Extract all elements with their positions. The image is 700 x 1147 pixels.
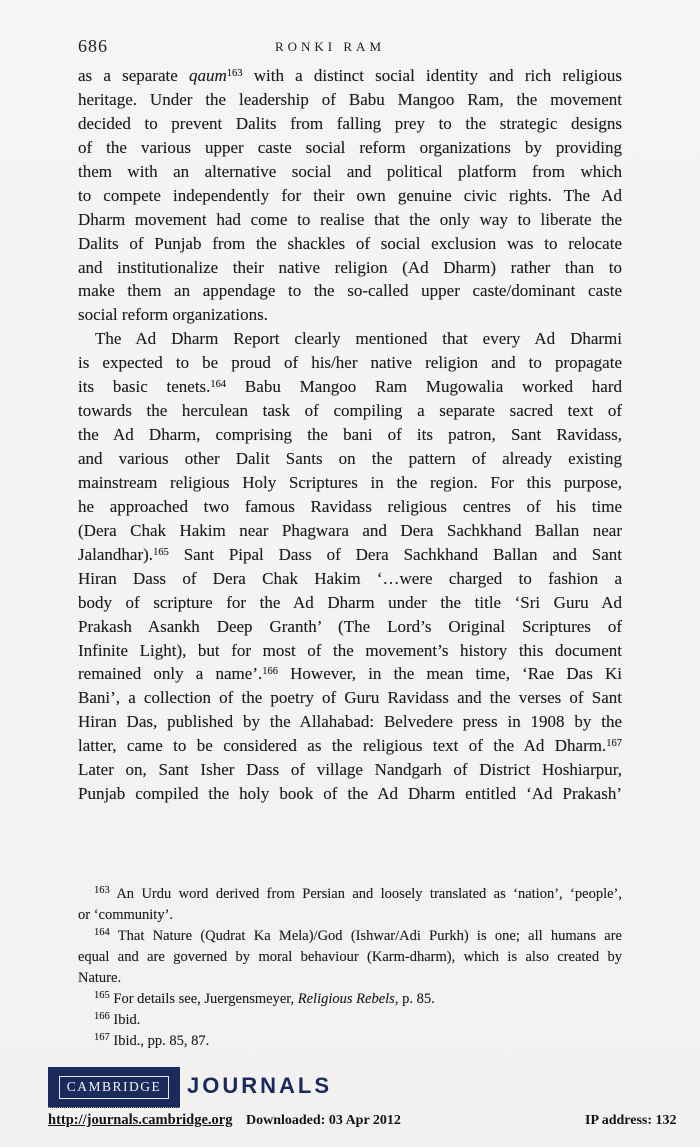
download-footer bbox=[48, 1112, 700, 1134]
body-line: Hiran Dass of Dera Chak Hakim ‘…were charged to fashion a bbox=[78, 568, 622, 588]
body-line: them with an alternative social and political platform from which bbox=[78, 161, 622, 181]
body-line: Dalits of Punjab from the shackles of social exclusion was to relocate bbox=[78, 233, 622, 253]
body-line: is expected to be proud of his/her native religion and to propagate bbox=[78, 353, 622, 373]
footnote-line: Nature. bbox=[78, 970, 122, 986]
downloaded-date: Downloaded: 03 Apr 2012 bbox=[246, 1113, 401, 1128]
body-line: its basic tenets.$^{164}$ Babu Mangoo Ram Mugowalia worked hard bbox=[78, 377, 622, 397]
body-line: heritage. Under the leadership of Babu Mangoo Ram, the movement bbox=[78, 89, 622, 109]
cambridge-logo-label: CAMBRIDGE bbox=[59, 1076, 170, 1099]
footnote-line: or ‘community’. bbox=[78, 907, 174, 923]
body-line: Infinite Light), but for most of the movement’s history this document bbox=[78, 640, 622, 660]
body-line: of the various upper caste social reform organizations by providing bbox=[78, 137, 622, 157]
body-line: and various other Dalit Sants on the pattern of already existing bbox=[78, 449, 622, 468]
journals-wordmark: JOURNALS bbox=[187, 1073, 333, 1098]
page-number: 686 bbox=[78, 36, 108, 56]
body-line: latter, came to be considered as the religious text of the Ad Dharm.$^{167}$ bbox=[78, 736, 622, 756]
body-line: he approached two famous Ravidass religious centres of his time bbox=[78, 496, 622, 516]
body-line: Hiran Das, published by the Allahabad: Belvedere press in 1908 by the bbox=[78, 712, 622, 732]
body-line: Jalandhar).$^{165}$ Sant Pipal Dass of Dera Sachkhand Ballan and Sant bbox=[78, 544, 622, 564]
body-line: Later on, Sant Isher Dass of village Nandgarh of District Hoshiarpur, bbox=[78, 760, 622, 780]
journals-url-link[interactable]: http://journals.cambridge.org bbox=[48, 1112, 233, 1128]
footnote-line: $^{164}$ That Nature (Qudrat Ka Mela)/God (Ishwar/Adi Purkh) is one; all humans are bbox=[94, 927, 622, 944]
footnote-item bbox=[78, 926, 622, 989]
page-header bbox=[78, 36, 622, 56]
body-line: remained only a name’.$^{166}$ However, in the mean time, ‘Rae Das Ki bbox=[78, 664, 622, 684]
body-line: body of scripture for the Ad Dharm under the title ‘Sri Guru Ad bbox=[78, 592, 622, 612]
body-line: Prakash Asankh Deep Granth’ (The Lord’s Original Scriptures of bbox=[78, 616, 622, 636]
footnote-line: $^{165}$ For details see, Juergensmeyer, Religious Rebels, p. 85. bbox=[94, 990, 435, 1007]
body-line: as a separate qaum$^{163}$ with a distinct social identity and rich religious bbox=[78, 66, 623, 85]
footnote-marker: 166 bbox=[94, 1011, 110, 1022]
body-line: mainstream religious Holy Scriptures in the region. For this purpose, bbox=[78, 472, 622, 492]
body-line: make them an appendage to the so-called upper caste/dominant caste bbox=[78, 281, 622, 301]
body-line: Bani’, a collection of the poetry of Guru Ravidass and the verses of Sant bbox=[78, 688, 622, 708]
footnote-marker: 164 bbox=[94, 927, 110, 938]
footnote-item bbox=[78, 1031, 622, 1052]
footnote-line: equal and are governed by moral behaviour (Karm-dharm), which is also created by bbox=[78, 949, 622, 965]
body-paragraph bbox=[78, 64, 622, 327]
body-line: (Dera Chak Hakim near Phagwara and Dera Sachkhand Ballan near bbox=[78, 520, 622, 540]
body-line: The Ad Dharm Report clearly mentioned that every Ad Dharmi bbox=[95, 329, 622, 349]
ip-address: IP address: 132 bbox=[585, 1113, 677, 1128]
footnotes bbox=[78, 884, 622, 1052]
footnote-item bbox=[78, 884, 622, 926]
body-text bbox=[78, 64, 622, 806]
footnote-marker: 165 bbox=[94, 990, 110, 1001]
footnote-line: $^{166}$ Ibid. bbox=[94, 1011, 141, 1028]
body-line: the Ad Dharm, comprising the bani of its patron, Sant Ravidass, bbox=[78, 425, 622, 445]
footnote-marker: 167 bbox=[94, 1032, 110, 1043]
body-paragraph bbox=[78, 327, 622, 806]
body-line: and institutionalize their native religion (Ad Dharm) rather than to bbox=[78, 257, 622, 277]
body-line: to compete independently for their own genuine civic rights. The Ad bbox=[78, 185, 622, 205]
footnote-item bbox=[78, 1010, 622, 1031]
body-line: social reform organizations. bbox=[78, 305, 268, 325]
body-line: towards the herculean task of compiling a separate sacred text of bbox=[78, 401, 622, 421]
footnote-line: $^{167}$ Ibid., pp. 85, 87. bbox=[94, 1032, 210, 1049]
footnote-line: $^{163}$ An Urdu word derived from Persian and loosely translated as ‘nation’, ‘people’, bbox=[94, 885, 622, 902]
footnote-item bbox=[78, 989, 622, 1010]
body-line: Dharm movement had come to realise that the only way to liberate the bbox=[78, 209, 622, 229]
footnote-marker: 163 bbox=[94, 885, 110, 896]
body-line: Punjab compiled the holy book of the Ad Dharm entitled ‘Ad Prakash’ bbox=[78, 784, 622, 804]
running-head: RONKI RAM bbox=[274, 39, 386, 54]
body-line: decided to prevent Dalits from falling prey to the strategic designs bbox=[78, 113, 622, 133]
cambridge-logo bbox=[48, 1067, 180, 1108]
